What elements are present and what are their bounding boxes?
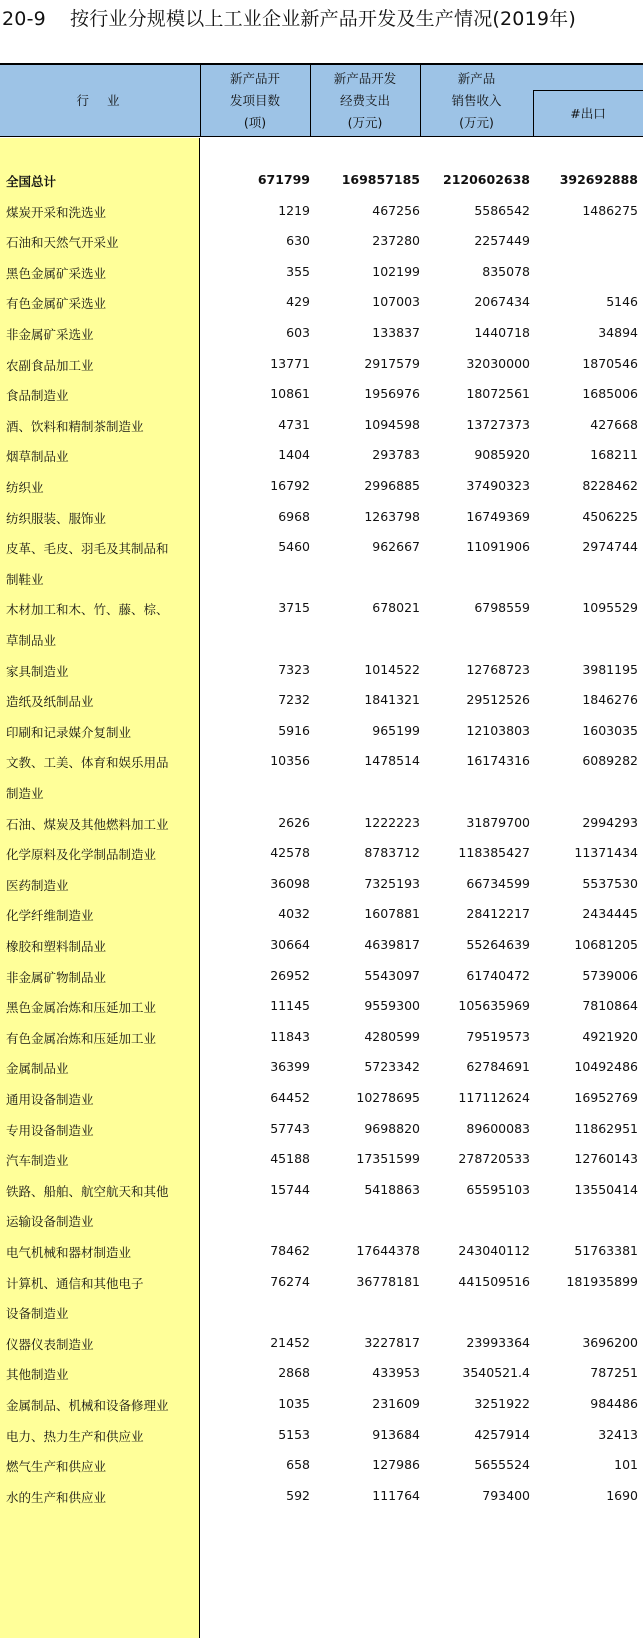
table-row xyxy=(0,325,643,356)
industry-name: 专用设备制造业 xyxy=(6,1122,94,1138)
expenditure-value: 4639817 xyxy=(364,937,420,952)
export-value: 427668 xyxy=(590,416,638,432)
export-value: 16952769 xyxy=(574,1090,638,1105)
expenditure-value: 913684 xyxy=(372,1426,420,1442)
projects-value: 15744 xyxy=(270,1181,310,1197)
expenditure-value: 1222223 xyxy=(364,814,420,830)
export-value: 787251 xyxy=(590,1365,638,1381)
export-value: 6089282 xyxy=(582,753,638,769)
expenditure-value: 1094598 xyxy=(364,416,420,432)
industry-name: 铁路、船舶、航空航天和其他 xyxy=(6,1183,169,1199)
projects-value: 42578 xyxy=(270,845,310,861)
header-sales-line1: 新产品 xyxy=(457,70,496,86)
industry-name: 水的生产和供应业 xyxy=(6,1489,107,1505)
export-value: 5537530 xyxy=(582,875,638,891)
projects-value: 21452 xyxy=(270,1334,310,1350)
export-value: 7810864 xyxy=(582,998,638,1014)
projects-value: 76274 xyxy=(270,1273,310,1289)
expenditure-value: 1263798 xyxy=(364,508,420,524)
sales-value: 55264639 xyxy=(466,937,530,952)
export-value: 1603035 xyxy=(582,722,638,738)
industry-name: 纺织服装、服饰业 xyxy=(6,510,107,526)
expenditure-value: 36778181 xyxy=(356,1273,420,1289)
industry-name-continued: 草制品业 xyxy=(6,632,57,648)
header-projects-line2: 发项目数 xyxy=(229,92,280,108)
industry-name: 木材加工和木、竹、藤、棕、 xyxy=(6,602,169,618)
sales-value: 835078 xyxy=(482,263,530,279)
expenditure-value: 17644378 xyxy=(356,1243,420,1258)
industry-name: 汽车制造业 xyxy=(6,1153,69,1169)
table-row xyxy=(0,1396,643,1427)
sales-value: 243040112 xyxy=(458,1243,530,1258)
industry-name: 食品制造业 xyxy=(6,388,69,404)
table-row xyxy=(0,1151,643,1182)
header-projects-line3: (项) xyxy=(243,114,267,130)
expenditure-value: 1607881 xyxy=(364,906,420,922)
sales-value: 18072561 xyxy=(466,386,530,402)
projects-value: 658 xyxy=(286,1457,310,1473)
table-row xyxy=(0,937,643,968)
industry-name-continued: 设备制造业 xyxy=(6,1306,69,1322)
industry-name: 家具制造业 xyxy=(6,663,69,679)
projects-value: 5460 xyxy=(278,539,310,555)
table-row xyxy=(0,1457,643,1488)
sales-value: 278720533 xyxy=(458,1151,530,1167)
export-value: 11862951 xyxy=(574,1120,638,1136)
expenditure-value: 678021 xyxy=(372,600,420,616)
expenditure-value: 5543097 xyxy=(364,967,420,983)
sales-value: 37490323 xyxy=(466,478,530,493)
expenditure-value: 17351599 xyxy=(356,1151,420,1167)
sales-value: 2257449 xyxy=(474,233,530,249)
industry-name: 非金属矿物制品业 xyxy=(6,969,107,985)
table-title-text: 按行业分规模以上工业企业新产品开发及生产情况(2019年) xyxy=(70,8,576,30)
industry-name: 石油、煤炭及其他燃料加工业 xyxy=(6,816,169,832)
industry-name: 酒、饮料和精制茶制造业 xyxy=(6,418,144,434)
export-value: 984486 xyxy=(590,1396,638,1411)
expenditure-value: 133837 xyxy=(372,325,420,340)
table-row xyxy=(0,1365,643,1396)
table-row xyxy=(0,356,643,387)
industry-name: 纺织业 xyxy=(6,480,44,495)
export-value: 1095529 xyxy=(582,600,638,616)
sales-value: 16749369 xyxy=(466,508,530,524)
table-row xyxy=(0,233,643,264)
export-value: 2994293 xyxy=(582,814,638,830)
projects-value: 30664 xyxy=(270,937,310,952)
industry-name: 化学原料及化学制品制造业 xyxy=(6,847,157,863)
export-value: 34894 xyxy=(598,325,638,340)
expenditure-value: 5418863 xyxy=(364,1181,420,1197)
projects-value: 64452 xyxy=(270,1090,310,1105)
table-row xyxy=(0,509,643,540)
projects-value: 11145 xyxy=(270,998,310,1014)
industry-name: 造纸及纸制品业 xyxy=(6,694,94,710)
table-row xyxy=(0,968,643,999)
table-row xyxy=(0,845,643,876)
projects-value: 45188 xyxy=(270,1151,310,1167)
industry-name: 橡胶和塑料制品业 xyxy=(6,939,107,954)
expenditure-value: 111764 xyxy=(372,1487,420,1503)
projects-value: 4032 xyxy=(278,906,310,922)
table-row xyxy=(0,600,643,648)
sales-value: 66734599 xyxy=(466,875,530,891)
table-row xyxy=(0,386,643,417)
projects-value: 10356 xyxy=(270,753,310,769)
projects-value: 16792 xyxy=(270,478,310,493)
sales-value: 23993364 xyxy=(466,1334,530,1350)
projects-value: 630 xyxy=(286,233,310,249)
export-value: 2434445 xyxy=(582,906,638,922)
sales-value: 61740472 xyxy=(466,967,530,983)
expenditure-value: 10278695 xyxy=(356,1090,420,1105)
projects-value: 36098 xyxy=(270,875,310,891)
expenditure-value: 1478514 xyxy=(364,753,420,769)
sales-value: 65595103 xyxy=(466,1181,530,1197)
export-value: 10492486 xyxy=(574,1059,638,1075)
sales-value: 12103803 xyxy=(466,722,530,738)
export-value: 5739006 xyxy=(582,967,638,983)
projects-value: 603 xyxy=(286,325,310,340)
projects-value: 671799 xyxy=(257,172,310,187)
table-row xyxy=(0,815,643,846)
industry-name: 非金属矿采选业 xyxy=(6,327,94,342)
sales-value: 9085920 xyxy=(474,447,530,463)
sales-value: 79519573 xyxy=(466,1028,530,1044)
projects-value: 5153 xyxy=(278,1426,310,1442)
table-row xyxy=(0,1243,643,1274)
header-projects xyxy=(200,65,310,136)
expenditure-value: 2996885 xyxy=(364,478,420,493)
export-value: 11371434 xyxy=(574,845,638,861)
expenditure-value: 4280599 xyxy=(364,1028,420,1044)
table-row xyxy=(0,264,643,295)
table-row xyxy=(0,998,643,1029)
header-expenditure-line1: 新产品开发 xyxy=(333,70,397,86)
projects-value: 6968 xyxy=(278,508,310,524)
table-row xyxy=(0,1488,643,1519)
header-export: #出口 xyxy=(570,106,606,121)
export-value: 3981195 xyxy=(582,661,638,677)
projects-value: 1404 xyxy=(278,447,310,463)
industry-name: 通用设备制造业 xyxy=(6,1092,94,1107)
table-row xyxy=(0,1181,643,1230)
sales-value: 28412217 xyxy=(466,906,530,922)
industry-name-continued: 制造业 xyxy=(6,785,44,801)
expenditure-value: 237280 xyxy=(372,233,420,249)
projects-value: 429 xyxy=(286,294,310,310)
expenditure-value: 5723342 xyxy=(364,1059,420,1075)
expenditure-value: 433953 xyxy=(372,1365,420,1381)
export-value: 32413 xyxy=(598,1426,638,1442)
sales-value: 441509516 xyxy=(458,1273,530,1289)
industry-name: 黑色金属冶炼和压延加工业 xyxy=(6,1000,157,1016)
expenditure-value: 9698820 xyxy=(364,1120,420,1136)
export-value: 181935899 xyxy=(566,1273,638,1289)
table-row xyxy=(0,1059,643,1090)
export-value: 1846276 xyxy=(582,692,638,708)
export-value: 392692888 xyxy=(559,172,638,187)
export-value: 8228462 xyxy=(582,478,638,493)
sales-value: 118385427 xyxy=(458,845,530,861)
industry-name: 石油和天然气开采业 xyxy=(6,235,119,251)
sales-value: 13727373 xyxy=(466,416,530,432)
industry-name: 电力、热力生产和供应业 xyxy=(6,1428,144,1444)
industry-name: 煤炭开采和洗选业 xyxy=(6,204,107,220)
industry-name: 有色金属冶炼和压延加工业 xyxy=(6,1030,157,1046)
expenditure-value: 169857185 xyxy=(341,172,420,187)
export-value: 101 xyxy=(614,1457,638,1473)
export-value: 1486275 xyxy=(582,202,638,218)
projects-value: 36399 xyxy=(270,1059,310,1075)
expenditure-value: 1841321 xyxy=(364,692,420,708)
sales-value: 105635969 xyxy=(458,998,530,1014)
expenditure-value: 1956976 xyxy=(364,386,420,402)
industry-name: 黑色金属矿采选业 xyxy=(6,265,107,281)
export-value: 10681205 xyxy=(574,937,638,952)
industry-name: 文教、工美、体育和娱乐用品 xyxy=(6,755,169,771)
industry-name: 医药制造业 xyxy=(6,877,69,893)
expenditure-value: 467256 xyxy=(372,202,420,218)
industry-name: 计算机、通信和其他电子 xyxy=(6,1275,144,1291)
header-expenditure-line2: 经费支出 xyxy=(339,92,390,108)
projects-value: 5916 xyxy=(278,722,310,738)
industry-name: 化学纤维制造业 xyxy=(6,908,94,924)
industry-name: 电气机械和器材制造业 xyxy=(6,1245,132,1260)
sales-value: 793400 xyxy=(482,1487,530,1503)
header-projects-line1: 新产品开 xyxy=(229,70,280,86)
industry-name: 燃气生产和供应业 xyxy=(6,1459,107,1475)
industry-name: 仪器仪表制造业 xyxy=(6,1336,94,1352)
sales-value: 3540521.4 xyxy=(462,1365,530,1381)
expenditure-value: 7325193 xyxy=(364,875,420,891)
header-sales-line3: (万元) xyxy=(459,114,494,130)
export-value: 4921920 xyxy=(582,1028,638,1044)
table-row xyxy=(0,692,643,723)
expenditure-value: 107003 xyxy=(372,294,420,310)
sales-value: 62784691 xyxy=(466,1059,530,1075)
header-expenditure xyxy=(310,65,420,136)
export-value: 12760143 xyxy=(574,1151,638,1167)
page-title xyxy=(0,0,643,50)
expenditure-value: 9559300 xyxy=(364,998,420,1014)
header-expenditure-line3: (万元) xyxy=(347,114,383,130)
export-value: 51763381 xyxy=(574,1243,638,1258)
table-row xyxy=(0,1121,643,1152)
projects-value: 592 xyxy=(286,1487,310,1503)
sales-value: 117112624 xyxy=(458,1090,530,1105)
expenditure-value: 3227817 xyxy=(364,1334,420,1350)
sales-value: 5655524 xyxy=(474,1457,530,1473)
sales-value: 29512526 xyxy=(466,692,530,708)
table-row xyxy=(0,294,643,325)
sales-value: 2067434 xyxy=(474,294,530,310)
sales-value: 32030000 xyxy=(466,355,530,371)
projects-value: 7323 xyxy=(278,661,310,677)
expenditure-value: 1014522 xyxy=(364,661,420,677)
projects-value: 355 xyxy=(286,263,310,279)
industry-name: 全国总计 xyxy=(6,174,57,189)
table-row xyxy=(0,906,643,937)
projects-value: 2868 xyxy=(278,1365,310,1381)
expenditure-value: 293783 xyxy=(372,447,420,463)
table-row xyxy=(0,1427,643,1458)
expenditure-value: 102199 xyxy=(372,263,420,279)
industry-name-continued: 制鞋业 xyxy=(6,571,44,587)
export-value: 168211 xyxy=(590,447,638,463)
industry-name-continued: 运输设备制造业 xyxy=(6,1214,94,1230)
industry-name: 金属制品业 xyxy=(6,1061,69,1077)
export-value: 1685006 xyxy=(582,386,638,402)
table-header xyxy=(0,65,643,137)
industry-name: 有色金属矿采选业 xyxy=(6,296,107,312)
table-row xyxy=(0,539,643,587)
projects-value: 1035 xyxy=(278,1396,310,1411)
table-row xyxy=(0,876,643,907)
projects-value: 10861 xyxy=(270,386,310,402)
table-row xyxy=(0,478,643,509)
table-row xyxy=(0,753,643,801)
sales-value: 4257914 xyxy=(474,1426,530,1442)
industry-name: 金属制品、机械和设备修理业 xyxy=(6,1398,169,1413)
export-value: 13550414 xyxy=(574,1181,638,1197)
table-row xyxy=(0,1029,643,1060)
industry-name: 其他制造业 xyxy=(6,1367,69,1383)
sales-value: 11091906 xyxy=(466,539,530,555)
table-row xyxy=(0,1090,643,1121)
export-value: 1870546 xyxy=(582,355,638,371)
sales-value: 6798559 xyxy=(474,600,530,616)
table-body xyxy=(0,138,643,1638)
table-row xyxy=(0,1335,643,1366)
header-sales xyxy=(420,65,533,136)
projects-value: 3715 xyxy=(278,600,310,616)
expenditure-value: 231609 xyxy=(372,1396,420,1411)
sales-value: 2120602638 xyxy=(443,172,530,187)
header-sales-line2: 销售收入 xyxy=(451,92,502,108)
total-row xyxy=(0,172,643,203)
industry-name: 农副食品加工业 xyxy=(6,357,94,373)
sales-value: 89600083 xyxy=(466,1120,530,1136)
export-value: 2974744 xyxy=(582,539,638,555)
projects-value: 78462 xyxy=(270,1243,310,1258)
table-row xyxy=(0,723,643,754)
table-row xyxy=(0,1273,643,1322)
projects-value: 2626 xyxy=(278,814,310,830)
table-row xyxy=(0,662,643,693)
expenditure-value: 2917579 xyxy=(364,355,420,371)
table-row xyxy=(0,203,643,234)
export-value: 4506225 xyxy=(582,508,638,524)
expenditure-value: 965199 xyxy=(372,722,420,738)
sales-value: 1440718 xyxy=(474,325,530,340)
projects-value: 4731 xyxy=(278,416,310,432)
expenditure-value: 962667 xyxy=(372,539,420,555)
sales-value: 3251922 xyxy=(474,1396,530,1411)
header-industry: 行业 xyxy=(76,93,138,108)
projects-value: 13771 xyxy=(270,355,310,371)
projects-value: 26952 xyxy=(270,967,310,983)
expenditure-value: 8783712 xyxy=(364,845,420,861)
industry-name: 烟草制品业 xyxy=(6,449,69,465)
sales-value: 12768723 xyxy=(466,661,530,677)
sales-value: 31879700 xyxy=(466,814,530,830)
table-row xyxy=(0,417,643,448)
industry-name: 印刷和记录媒介复制业 xyxy=(6,724,132,740)
projects-value: 1219 xyxy=(278,202,310,218)
projects-value: 11843 xyxy=(270,1028,310,1044)
sales-value: 16174316 xyxy=(466,753,530,769)
sales-value: 5586542 xyxy=(474,202,530,218)
table-row xyxy=(0,447,643,478)
projects-value: 57743 xyxy=(270,1120,310,1136)
export-value: 3696200 xyxy=(582,1334,638,1350)
projects-value: 7232 xyxy=(278,692,310,708)
export-value: 5146 xyxy=(606,294,638,310)
export-value: 1690 xyxy=(606,1487,638,1503)
expenditure-value: 127986 xyxy=(372,1457,420,1473)
table-number: 20-9 xyxy=(2,8,46,30)
industry-name: 皮革、毛皮、羽毛及其制品和 xyxy=(6,541,169,557)
